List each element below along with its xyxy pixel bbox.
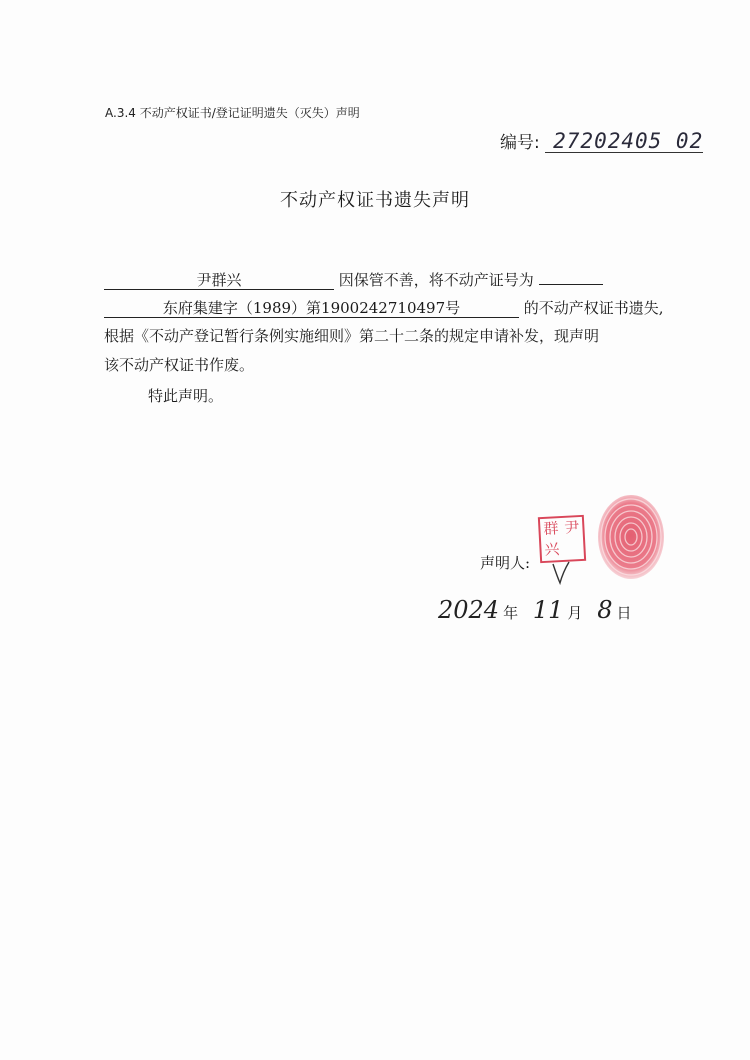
signature-date (434, 596, 632, 624)
date-year-unit: 年 (503, 604, 519, 622)
date-day-unit: 日 (616, 604, 632, 622)
fingerprint-icon (596, 493, 666, 581)
body-line-2 (104, 298, 664, 318)
certificate-number: 东府集建字（1989）第1900242710497号 (104, 299, 519, 318)
section-reference: A.3.4 不动产权证书/登记证明遗失（灭失）声明 (105, 106, 360, 120)
declarant-label: 声明人: (480, 554, 531, 572)
date-month-unit: 月 (567, 604, 583, 622)
seal-char (562, 538, 584, 560)
body-line-5: 特此声明。 (148, 387, 224, 405)
owner-name: 尹群兴 (104, 271, 334, 290)
serial-label: 编号: (500, 133, 540, 153)
serial-value: 27202405 02 (545, 130, 703, 153)
body-line-3: 根据《不动产登记暂行条例实施细则》第二十二条的规定申请补发，现声明 (104, 327, 600, 345)
name-seal (538, 515, 586, 563)
blank-fill (539, 284, 603, 285)
seal-char: 群 (542, 519, 559, 538)
page-title: 不动产权证书遗失声明 (280, 190, 470, 211)
body-line-4: 该不动产权证书作废。 (104, 356, 255, 374)
date-year: 2024 (438, 596, 500, 624)
check-mark-icon (551, 560, 571, 586)
body-text-1: 因保管不善，将不动产证号为 (338, 271, 534, 289)
seal-char: 兴 (544, 540, 560, 559)
body-line-1 (104, 270, 603, 290)
serial-number (500, 128, 703, 153)
date-day: 8 (597, 596, 613, 624)
seal-char: 尹 (563, 518, 580, 537)
body-text-2: 的不动产权证书遗失, (523, 299, 664, 317)
date-month: 11 (532, 596, 564, 624)
